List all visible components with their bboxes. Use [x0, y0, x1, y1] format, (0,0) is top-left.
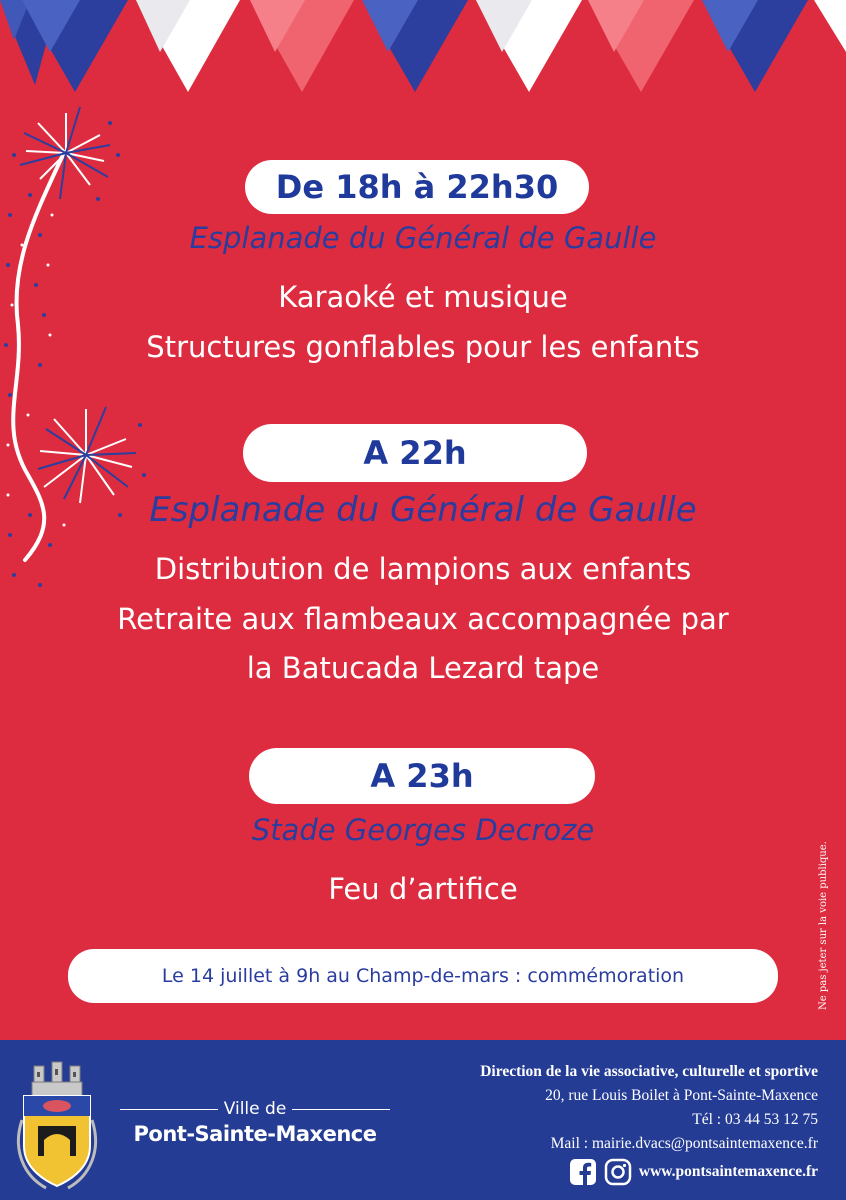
footer	[0, 1040, 846, 1200]
venue-label: Stade Georges Decroze	[251, 813, 595, 847]
activity-line: Structures gonflables pour les enfants	[146, 330, 700, 364]
activity-line: la Batucada Lezard tape	[246, 651, 600, 685]
town-crest-icon	[16, 1060, 98, 1192]
facebook-icon[interactable]	[569, 1158, 597, 1186]
website-link[interactable]: www.pontsaintemaxence.fr	[638, 1163, 818, 1180]
department-name: Direction de la vie associative, culturelle et sportive	[480, 1063, 818, 1080]
instagram-icon[interactable]	[604, 1158, 632, 1186]
time-label: A 23h	[370, 757, 474, 795]
activity-line: Karaoké et musique	[278, 280, 568, 314]
address: 20, rue Louis Boilet à Pont-Sainte-Maxence	[545, 1087, 818, 1104]
logo-town-name: Pont-Sainte-Maxence	[133, 1122, 377, 1146]
venue-label: Esplanade du Général de Gaulle	[189, 221, 657, 255]
contact-block	[398, 1060, 818, 1186]
time-badge	[245, 160, 589, 214]
web-row	[398, 1158, 818, 1186]
phone: Tél : 03 44 53 12 75	[692, 1111, 818, 1128]
logo-prefix-text: Ville de	[223, 1099, 287, 1119]
bunting-decoration	[0, 0, 846, 110]
venue-label: Esplanade du Général de Gaulle	[149, 490, 697, 530]
disposal-notice: Ne pas jeter sur la voie publique.	[818, 841, 829, 1011]
email[interactable]: Mail : mairie.dvacs@pontsaintemaxence.fr	[550, 1135, 818, 1152]
time-label: De 18h à 22h30	[275, 168, 559, 206]
logo-prefix	[114, 1097, 396, 1121]
commemoration-text: Le 14 juillet à 9h au Champ-de-mars : commémoration	[161, 965, 685, 987]
activity-line: Distribution de lampions aux enfants	[154, 552, 692, 586]
time-label: A 22h	[363, 434, 467, 472]
commemoration-banner	[68, 949, 778, 1003]
activity-line: Retraite aux flambeaux accompagnée par	[117, 602, 729, 636]
time-badge	[249, 748, 595, 804]
activity-line: Feu d’artifice	[328, 872, 518, 906]
time-badge	[243, 424, 587, 482]
